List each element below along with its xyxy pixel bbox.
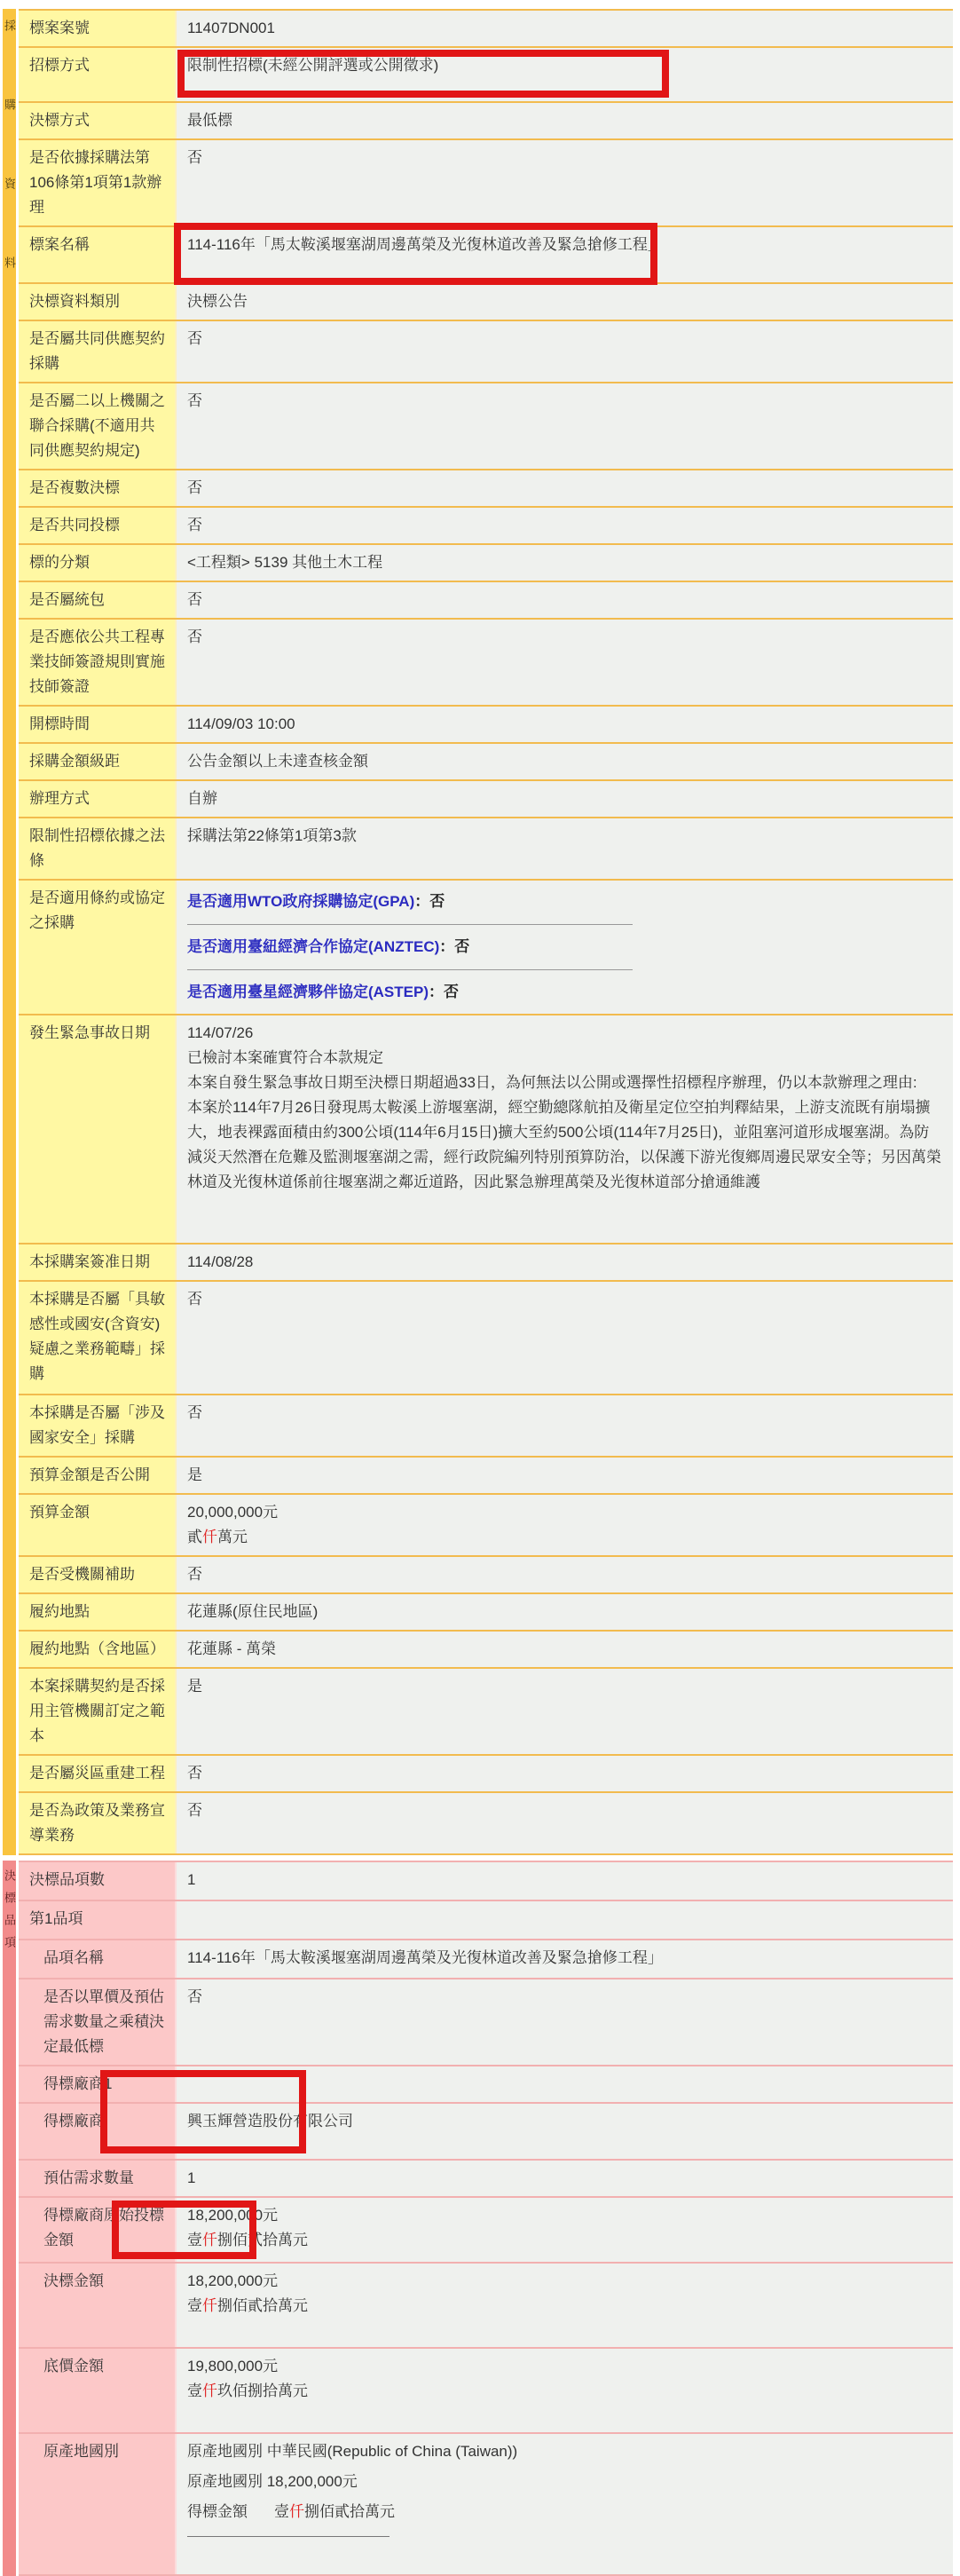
field-label: 是否受機關補助	[19, 1557, 177, 1592]
amount-char: 壹	[187, 2297, 202, 2314]
treaty-answer: ：否	[414, 893, 445, 910]
field-value: 1	[177, 1862, 953, 1900]
amount-char-red: 仟	[202, 2297, 217, 2314]
table-row-award-data-type	[19, 284, 953, 321]
table-row-multiple-award	[19, 470, 953, 508]
award-amount-chinese	[187, 2294, 942, 2319]
field-label: 是否依據採購法第106條第1項第1款辦理	[19, 140, 177, 225]
amount-char: 貳	[187, 1529, 202, 1545]
table-row-award-amount	[19, 2264, 953, 2349]
amount-char: 萬元	[217, 1529, 248, 1545]
field-label: 得標廠商1	[19, 2066, 177, 2102]
field-value: 自辦	[177, 781, 953, 817]
field-label: 標案案號	[19, 11, 177, 46]
award-amount-numeric: 18,200,000元	[187, 2272, 279, 2289]
field-value: 否	[177, 1557, 953, 1592]
treaty-question: 是否適用WTO政府採購協定(GPA)	[187, 893, 415, 910]
table-row-winner-header	[19, 2066, 953, 2104]
field-label: 底價金額	[19, 2349, 177, 2432]
case-name-text: 114-116年「馬太鞍溪堰塞湖周邊萬榮及光復林道改善及緊急搶修工程」	[187, 236, 663, 253]
amount-char-red: 仟	[202, 1529, 217, 1545]
original-bid-chinese	[187, 2228, 942, 2253]
base-price-chinese	[187, 2379, 942, 2404]
amount-char: 捌佰貳拾萬元	[217, 2232, 308, 2248]
field-label: 發生緊急事故日期	[19, 1015, 177, 1243]
base-price-numeric: 19,800,000元	[187, 2358, 279, 2375]
field-value: 否	[177, 1793, 953, 1853]
field-value	[177, 2264, 953, 2347]
field-value: 11407DN001	[177, 11, 953, 46]
field-label: 品項名稱	[19, 1940, 177, 1978]
table-row-case-name	[19, 227, 953, 284]
table-row-handling-method	[19, 781, 953, 818]
field-value: 興玉輝營造股份有限公司	[177, 2104, 953, 2159]
table-row-joint-bidding	[19, 508, 953, 545]
table-row-sensitive	[19, 1282, 953, 1395]
field-value	[177, 1901, 953, 1939]
field-label: 得標廠商	[19, 2104, 177, 2159]
amount-char: 捌佰貳拾萬元	[304, 2503, 395, 2520]
treaty-question: 是否適用臺紐經濟合作協定(ANZTEC)	[187, 938, 440, 955]
table-row-location-area	[19, 1632, 953, 1669]
field-value: 否	[177, 582, 953, 618]
field-value: 最低標	[177, 103, 953, 138]
field-label: 第1品項	[19, 1901, 177, 1939]
amount-char: 玖佰捌拾萬元	[217, 2382, 308, 2399]
field-label: 招標方式	[19, 48, 177, 101]
field-label: 本採購是否屬「涉及國家安全」採購	[19, 1395, 177, 1456]
field-value: 1	[177, 2161, 953, 2196]
field-label: 本採購是否屬「具敏感性或國安(含資安)疑慮之業務範疇」採購	[19, 1282, 177, 1394]
amount-char: 壹	[187, 2382, 202, 2399]
amount-char: 捌佰貳拾萬元	[217, 2297, 308, 2314]
table-row-national-security	[19, 1395, 953, 1458]
amount-char-red: 仟	[202, 2232, 217, 2248]
treaty-question: 是否適用臺星經濟夥伴協定(ASTEP)	[187, 984, 429, 1000]
treaty-answer: ：否	[439, 938, 470, 955]
procurement-rows	[19, 9, 953, 1855]
field-value: 是	[177, 1458, 953, 1493]
table-row-budget-amount	[19, 1495, 953, 1557]
table-row-turnkey	[19, 582, 953, 620]
divider-line	[187, 969, 633, 970]
field-value: 公告金額以上未達查核金額	[177, 744, 953, 779]
table-row-joint-procurement	[19, 383, 953, 470]
field-value	[177, 2434, 953, 2574]
field-value: 否	[177, 1395, 953, 1456]
table-row-engineer-cert	[19, 620, 953, 707]
field-label: 履約地點（含地區）	[19, 1632, 177, 1667]
amount-char: 壹	[187, 2232, 202, 2248]
procurement-section-strip-label: 採購資料	[3, 9, 19, 1855]
field-label: 原產地國別	[19, 2434, 177, 2574]
treaty-answer: ：否	[429, 984, 459, 1000]
original-bid-numeric: 18,200,000元	[187, 2207, 279, 2224]
field-label: 是否屬災區重建工程	[19, 1756, 177, 1791]
field-value: 否	[177, 140, 953, 225]
table-row-legal-basis	[19, 818, 953, 881]
field-label: 採購金額級距	[19, 744, 177, 779]
field-label: 決標資料類別	[19, 284, 177, 320]
field-label: 預算金額是否公開	[19, 1458, 177, 1493]
table-row-approval-date	[19, 1245, 953, 1282]
origin-amount-line: 原產地國別 18,200,000元	[187, 2473, 358, 2490]
table-row-treaties	[19, 881, 953, 1015]
field-value	[177, 1495, 953, 1555]
table-row-unit-price-rule	[19, 1979, 953, 2066]
field-label: 決標品項數	[19, 1862, 177, 1900]
field-value: 花蓮縣(原住民地區)	[177, 1594, 953, 1630]
table-row-item1-header	[19, 1901, 953, 1940]
field-value	[177, 2349, 953, 2432]
field-value: 否	[177, 1282, 953, 1394]
highlight-box-case-name	[174, 223, 657, 285]
treaty-line-anztec	[187, 935, 942, 960]
field-value: 採購法第22條第1項第3款	[177, 818, 953, 879]
field-value: 否	[177, 1979, 953, 2065]
table-row-bid-opening-time	[19, 707, 953, 744]
amount-char-red: 仟	[202, 2382, 217, 2399]
field-value: 114-116年「馬太鞍溪堰塞湖周邊萬榮及光復林道改善及緊急搶修工程」	[177, 1940, 953, 1978]
origin-country-line: 原產地國別 中華民國(Republic of China (Taiwan))	[187, 2443, 518, 2460]
table-row-item-name	[19, 1940, 953, 1979]
field-label: 辦理方式	[19, 781, 177, 817]
section-procurement-info	[3, 9, 953, 1855]
field-value: 是	[177, 1669, 953, 1754]
field-value	[177, 2198, 953, 2262]
field-value: 114/08/28	[177, 1245, 953, 1280]
field-value	[177, 881, 953, 1014]
treaty-line-gpa	[187, 889, 942, 914]
emergency-reason-body: 本案於114年7月26日發現馬太鞍溪上游堰塞湖，經空勤總隊航拍及衛星定位空拍判釋結果，上游支流既有崩塌擴大，地表裸露面積由約300公頃(114年6月15日)擴大至約500公頃(114年7月25日)，並阻塞河道形成堰塞湖。為防減災天然潛在危難及監測堰塞湖之需，經行政院編列特別預算防治，以保護下游光復鄉周邊民眾安全等；另因萬榮林道及光復林道係前往堰塞湖之鄰近道路，因此緊急辦理萬榮及光復林道部分搶通維護	[187, 1099, 941, 1190]
field-value	[177, 227, 953, 282]
table-row-emergency	[19, 1015, 953, 1245]
table-row-case-no	[19, 11, 953, 48]
field-value: 決標公告	[177, 284, 953, 320]
field-label: 本案採購契約是否採用主管機關訂定之範本	[19, 1669, 177, 1754]
table-row-disaster-rebuild	[19, 1756, 953, 1793]
amount-char-red: 仟	[289, 2503, 304, 2520]
table-row-winner	[19, 2104, 953, 2161]
field-label: 是否屬統包	[19, 582, 177, 618]
field-label: 是否為政策及業務宣導業務	[19, 1793, 177, 1853]
field-value	[177, 2066, 953, 2102]
section-award-items	[3, 1861, 953, 2576]
table-row-location	[19, 1594, 953, 1632]
origin-award-label: 得標金額	[187, 2503, 248, 2520]
field-label: 預估需求數量	[19, 2161, 177, 2196]
field-value: 否	[177, 321, 953, 382]
field-value: 花蓮縣 - 萬榮	[177, 1632, 953, 1667]
table-row-joint-supply	[19, 321, 953, 383]
field-label: 限制性招標依據之法條	[19, 818, 177, 879]
field-value: <工程類> 5139 其他土木工程	[177, 545, 953, 581]
field-value: 否	[177, 620, 953, 705]
field-value: 否	[177, 508, 953, 543]
field-label: 開標時間	[19, 707, 177, 742]
table-row-item-count	[19, 1862, 953, 1901]
award-section-strip-label: 決標品項	[3, 1861, 19, 2576]
budget-amount-chinese	[187, 1525, 942, 1550]
origin-award-line	[187, 2500, 942, 2525]
table-row-subsidized	[19, 1557, 953, 1594]
field-label: 是否應依公共工程專業技師簽證規則實施技師簽證	[19, 620, 177, 705]
field-label: 是否複數決標	[19, 470, 177, 506]
field-label: 履約地點	[19, 1594, 177, 1630]
field-label: 決標金額	[19, 2264, 177, 2347]
table-row-award-method	[19, 103, 953, 140]
table-row-template-contract	[19, 1669, 953, 1756]
table-row-article106	[19, 140, 953, 227]
table-row-original-bid	[19, 2198, 953, 2264]
field-label: 本採購案簽准日期	[19, 1245, 177, 1280]
field-value: 114/09/03 10:00	[177, 707, 953, 742]
field-label: 標案名稱	[19, 227, 177, 282]
field-label: 預算金額	[19, 1495, 177, 1555]
field-label: 是否屬共同供應契約採購	[19, 321, 177, 382]
table-row-subject-category	[19, 545, 953, 582]
field-label: 是否以單價及預估需求數量之乘積決定最低標	[19, 1979, 177, 2065]
field-label: 得標廠商原始投標金額	[19, 2198, 177, 2262]
emergency-reason-title: 本案自發生緊急事故日期至決標日期超過33日，為何無法以公開或選擇性招標程序辦理，仍以本款辦理之理由:	[187, 1074, 917, 1091]
field-label: 標的分類	[19, 545, 177, 581]
emergency-note: 已檢討本案確實符合本款規定	[187, 1049, 383, 1066]
field-value: 否	[177, 383, 953, 469]
field-label: 決標方式	[19, 103, 177, 138]
field-value	[177, 48, 953, 101]
table-row-policy-promo	[19, 1793, 953, 1855]
table-row-est-quantity	[19, 2161, 953, 2198]
table-row-amount-range	[19, 744, 953, 781]
field-value	[177, 1015, 953, 1243]
field-value: 否	[177, 470, 953, 506]
amount-char: 壹	[274, 2503, 289, 2520]
field-label: 是否適用條約或協定之採購	[19, 881, 177, 1014]
treaty-line-astep	[187, 980, 942, 1005]
winner-rows-group	[19, 2066, 953, 2161]
table-row-base-price	[19, 2349, 953, 2434]
table-row-tender-method	[19, 48, 953, 103]
field-label: 是否共同投標	[19, 508, 177, 543]
divider-line	[187, 2536, 390, 2537]
tender-method-text: 限制性招標(未經公開評選或公開徵求)	[187, 57, 439, 74]
divider-line	[187, 924, 633, 925]
table-row-budget-public	[19, 1458, 953, 1495]
budget-amount-numeric: 20,000,000元	[187, 1504, 279, 1521]
field-value: 否	[177, 1756, 953, 1791]
field-label: 是否屬二以上機關之聯合採購(不適用共同供應契約規定)	[19, 383, 177, 469]
emergency-date: 114/07/26	[187, 1024, 254, 1041]
award-rows	[19, 1861, 953, 2576]
table-row-origin-country	[19, 2434, 953, 2576]
